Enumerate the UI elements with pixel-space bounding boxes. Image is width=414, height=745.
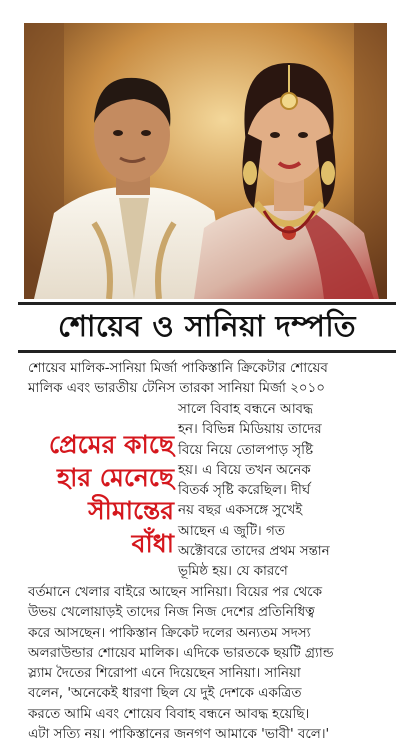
pull-quote [24,428,174,560]
paragraph-right [178,400,390,583]
pull-quote-line: সীমান্তের [88,496,174,525]
pull-quote-line: বাঁধা [131,529,174,558]
headline-rule-bottom [18,350,396,353]
paragraph-line: বর্তমানে খেলার বাইরে আছেন সানিয়া। বিয়ের পর থেকে [28,585,322,600]
paragraph-line: করে আসছেন। পাকিস্তান ক্রিকেট দলের অন্যতম সদস্য [28,625,311,641]
paragraph-line: সালে বিবাহ বন্ধনে আবদ্ধ [178,402,313,417]
paragraph-top [28,359,388,400]
paragraph-line: অক্টোবরে তাদের প্রথম সন্তান [178,544,330,560]
paragraph-line: মালিক এবং ভারতীয় টেনিস তারকা সানিয়া মির্জা ২০১০ [28,381,325,397]
paragraph-line: করতে আমি এবং শোয়েব বিবাহ বন্ধনে আবদ্ধ হয়েছি। [28,706,310,722]
couple-photo [24,23,387,299]
paragraph-line: আছেন এ জুটি। গত [178,523,285,539]
paragraph-bottom [28,583,388,745]
paragraph-line: ভূমিষ্ঠ হয়। যে কারণে [178,564,288,580]
paragraph-line: বিতর্ক সৃষ্টি করেছিল। দীর্ঘ [178,483,311,499]
paragraph-line: উভয় খেলোয়াড়ই তাদের নিজ নিজ দেশের প্রতিনিধিত্ব [28,605,315,621]
paragraph-line: অলরাউন্ডার শোয়েব মালিক। এদিকে ভারতকে ছয়টি গ্র্যান্ড [28,645,334,661]
pull-quote-line: হার মেনেছে [56,463,174,492]
paragraph-line: এটা সত্যি নয়। পাকিস্তানের জনগণ আমাকে 'ভাবী' বলে।' [28,727,330,743]
headline: শোয়েব ও সানিয়া দম্পতি [58,308,356,343]
paragraph-line: নয় বছর একসঙ্গে সুখেই [178,503,303,519]
paragraph-line: হন। বিভিন্ন মিডিয়ায় তাদের [178,422,322,438]
pull-quote-line: প্রেমের কাছে [48,430,174,459]
paragraph-line: বিয়ে নিয়ে তোলপাড় সৃষ্টি [178,442,313,458]
paragraph-line: স্ল্যাম দৈতের শিরোপা এনে দিয়েছেন সানিয়া। সানিয়া [28,666,301,682]
couple-photo-illustration [24,23,387,299]
paragraph-line: বলেন, 'অনেকেই ধারণা ছিল যে দুই দেশকে একত্রিত [28,686,302,702]
paragraph-line: হয়। এ বিয়ে তখন অনেক [178,462,311,478]
paragraph-line: শোয়েব মালিক-সানিয়া মির্জা পাকিস্তানি ক্রিকেটার শোয়েব [28,361,328,376]
